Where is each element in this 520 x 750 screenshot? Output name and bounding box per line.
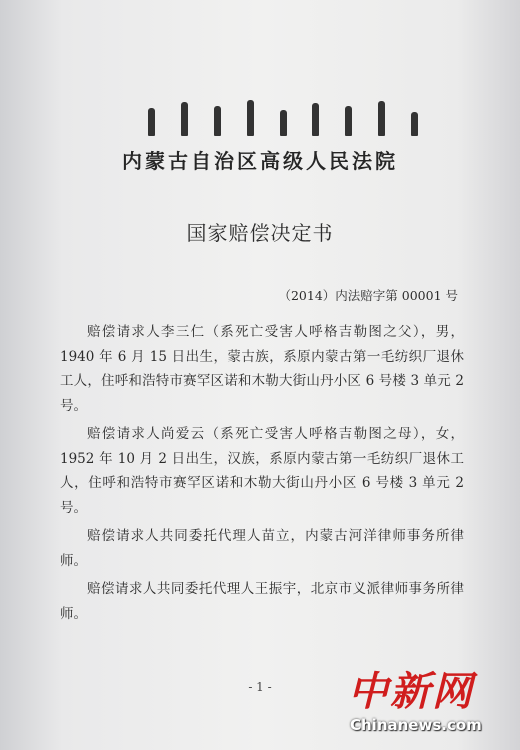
court-name: 内蒙古自治区高级人民法院 — [122, 149, 398, 173]
page-number: - 1 - — [248, 680, 272, 694]
case-number: （2014）内法赔字第 00001 号 — [278, 288, 458, 303]
document-body — [60, 320, 464, 630]
mongolian-court-name — [148, 96, 418, 136]
paragraph: 赔偿请求人尚爱云（系死亡受害人呼格吉勒图之母），女，1952 年 10 月 2 日出生，汉族，系原内蒙古第一毛纺织厂退休工人，住呼和浩特市赛罕区诺和木勒大街山丹小区 6 号楼 3 单元 2 号。 — [60, 426, 464, 516]
paragraph: 赔偿请求人共同委托代理人苗立，内蒙古河洋律师事务所律师。 — [60, 528, 464, 569]
document-title: 国家赔偿决定书 — [186, 221, 334, 245]
watermark-logo: 中新网 — [348, 669, 474, 715]
paragraph: 赔偿请求人共同委托代理人王振宇，北京市义派律师事务所律师。 — [60, 581, 464, 622]
paragraph: 赔偿请求人李三仁（系死亡受害人呼格吉勒图之父），男，1940 年 6 月 15 日出生，蒙古族，系原内蒙古第一毛纺织厂退休工人，住呼和浩特市赛罕区诺和木勒大街山丹小区 6 号楼 3 单元 2 号。 — [60, 324, 464, 414]
watermark-site: Chinanews.com — [350, 716, 482, 734]
